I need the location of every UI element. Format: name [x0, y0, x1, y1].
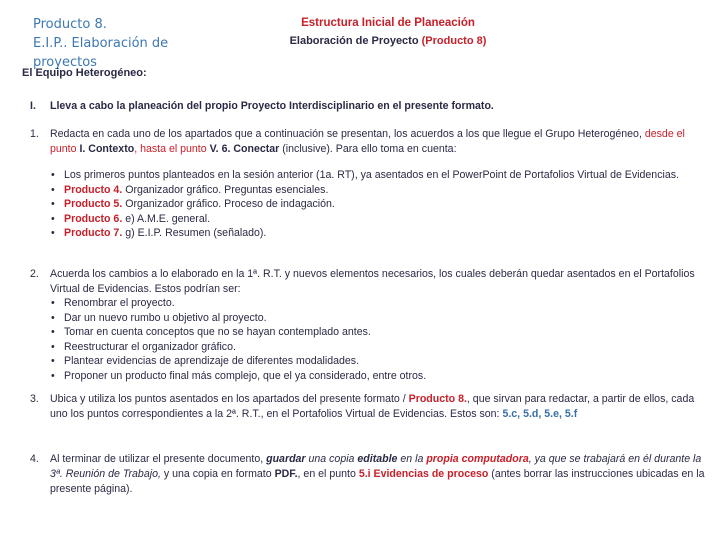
bullet-text: Organizador gráfico. Preguntas esenciales. — [122, 183, 329, 196]
bullet-text: Los primeros puntos planteados en la sesión anterior (1a. RT), ya asentados en el PowerPoint de Portafolios Virtual de Evidencias. — [64, 169, 679, 181]
section-heading: Lleva a cabo la planeación del propio Proyecto Interdisciplinario en el presente formato. — [50, 100, 494, 112]
list-item: • Reestructurar el organizador gráfico. — [50, 340, 705, 355]
corner-line: proyectos — [33, 55, 97, 70]
item-number: 1. — [30, 128, 39, 140]
bullet-lead: Producto 5. — [64, 198, 123, 211]
list-item — [50, 183, 705, 198]
item-1-bullet-list — [50, 168, 705, 241]
list-item — [50, 226, 705, 241]
team-label: El Equipo Heterogéneo: — [22, 67, 147, 79]
text-run: , hasta el punto — [134, 143, 210, 155]
item-number: 3. — [30, 393, 39, 405]
item-3-text — [50, 392, 705, 422]
item-2-text: Acuerda los cambios a lo elaborado en la 1ª. R.T. y nuevos elementos necesarios, los cuales deberán quedar asentados en el Portafolios Virtual de Evidencias. Estos podrían ser: — [50, 268, 695, 295]
list-item — [50, 212, 705, 227]
corner-line: E.I.P.. Elaboración de — [33, 36, 169, 51]
text-run: Al terminar de utilizar el presente documento, — [50, 453, 267, 465]
bullet-text: Organizador gráfico. Proceso de indagación. — [122, 198, 335, 211]
text-run: , ya que se trabajará en él durante la 3ª. Reunión de Trabajo, — [50, 453, 702, 480]
bullet-text: g) E.I.P. Resumen (señalado). — [122, 227, 267, 240]
text-run: (antes borrar las instrucciones ubicadas en la presente página). — [50, 468, 705, 495]
text-run: Ubica y utiliza los puntos asentados en los apartados del presente formato / — [50, 393, 409, 405]
list-item: • Renombrar el proyecto. — [50, 296, 705, 311]
text-run: I. Contexto — [79, 143, 135, 155]
text-run: , que sirvan para redactar, a partir de ellos, cada uno los puntos correspondientes a la 2ª. R.T., en el Portafolios Virtual de Evidencias. Estos son: — [50, 393, 695, 420]
text-run: y una copia en formato — [160, 468, 275, 480]
page-subtitle — [258, 32, 518, 50]
section-references: 5.c, 5.d, 5.e, 5.f — [502, 408, 578, 420]
subtitle-text: Elaboración de Proyecto — [289, 35, 419, 47]
list-item: • Proponer un producto final más complejo, que el ya considerado, entre otros. — [50, 369, 705, 384]
bullet-text: e) A.M.E. general. — [122, 212, 211, 225]
list-item — [50, 168, 705, 183]
product-corner-title — [33, 15, 203, 72]
corner-line: Producto 8. — [33, 17, 107, 32]
text-run: en la — [397, 453, 427, 465]
text-run: 5.i Evidencias de proceso — [358, 468, 489, 480]
item-4-text — [50, 452, 705, 497]
text-run: V. 6. Conectar — [209, 143, 280, 155]
text-run: Producto 8. — [408, 393, 467, 405]
text-run: una copia — [305, 453, 358, 465]
list-item: • Plantear evidencias de aprendizaje de diferentes modalidades. — [50, 354, 705, 369]
text-run: PDF. — [274, 468, 298, 480]
header — [258, 14, 518, 50]
item-1-text — [50, 127, 705, 157]
subtitle-tag: (Producto 8) — [421, 35, 487, 47]
text-run: , en el punto — [297, 468, 359, 480]
text-run: editable — [357, 453, 398, 465]
page-title: Estructura Inicial de Planeación — [301, 17, 475, 29]
list-item: • Dar un nuevo rumbo u objetivo al proyecto. — [50, 311, 705, 326]
text-run: (inclusive). Para ello toma en cuenta: — [279, 143, 457, 155]
bullet-lead: Producto 4. — [64, 183, 123, 196]
bullet-lead: Producto 6. — [64, 212, 123, 225]
text-run: guardar — [266, 453, 306, 465]
text-run: propia computadora — [426, 453, 529, 465]
list-item — [50, 197, 705, 212]
text-run: desde el punto — [50, 128, 685, 155]
section-number: I. — [30, 100, 36, 112]
item-number: 4. — [30, 453, 39, 465]
item-2-bullet-list — [50, 296, 705, 384]
item-number: 2. — [30, 268, 39, 280]
list-item: • Tomar en cuenta conceptos que no se hayan contemplado antes. — [50, 325, 705, 340]
text-run: Redacta en cada uno de los apartados que a continuación se presentan, los acuerdos a los que llegue el Grupo Heterogéneo, — [50, 128, 645, 140]
bullet-lead: Producto 7. — [64, 227, 123, 240]
